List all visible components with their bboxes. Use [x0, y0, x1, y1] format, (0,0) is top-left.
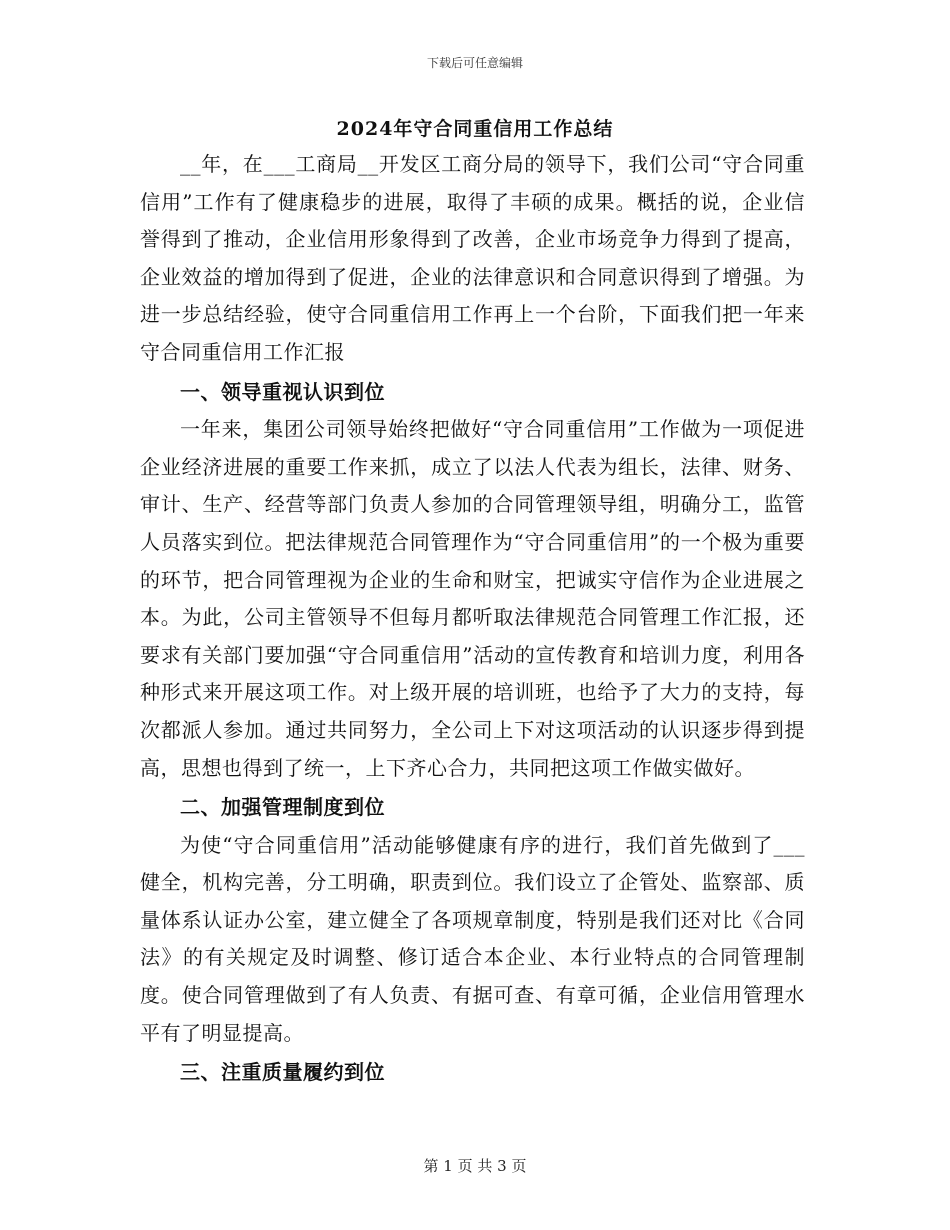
section-heading-2: 二、加强管理制度到位 — [180, 795, 385, 820]
section-heading-1: 一、领导重视认识到位 — [180, 379, 385, 404]
document-body — [140, 146, 805, 1092]
section-heading-3: 三、注重质量履约到位 — [180, 1060, 385, 1085]
page-number: 第 1 页 共 3 页 — [423, 1157, 527, 1175]
paragraph-intro: __年，在___工商局__开发区工商分局的领导下，我们公司“守合同重信用”工作有了健康稳步的进展，取得了丰硕的成果。概括的说，企业信誉得到了推动，企业信用形象得到了改善，企业市场竞争力得到了提高，企业效益的增加得到了促进，企业的法律意识和合同意识得到了增强。为进一步总结经验，使守合同重信用工作再上一个台阶，下面我们把一年来守合同重信用工作汇报 — [140, 152, 805, 364]
paragraph-section-1: 一年来，集团公司领导始终把做好“守合同重信用”工作做为一项促进企业经济进展的重要工作来抓，成立了以法人代表为组长，法律、财务、审计、生产、经营等部门负责人参加的合同管理领导组，明确分工，监管人员落实到位。把法律规范合同管理作为“守合同重信用”的一个极为重要的环节，把合同管理视为企业的生命和财宝，把诚实守信作为企业进展之本。为此，公司主管领导不但每月都听取法律规范合同管理工作汇报，还要求有关部门要加强“守合同重信用”活动的宣传教育和培训力度，利用各种形式来开展这项工作。对上级开展的培训班，也给予了大力的支持，每次都派人参加。通过共同努力，全公司上下对这项活动的认识逐步得到提高，思想也得到了统一，上下齐心合力，共同把这项工作做实做好。 — [140, 417, 805, 780]
document-title: 2024年守合同重信用工作总结 — [336, 118, 614, 140]
paragraph-section-2: 为使“守合同重信用”活动能够健康有序的进行，我们首先做到了___健全，机构完善，分工明确，职责到位。我们设立了企管处、监察部、质量体系认证办公室，建立健全了各项规章制度，特别是我们还对比《合同法》的有关规定及时调整、修订适合本企业、本行业特点的合同管理制度。使合同管理做到了有人负责、有据可查、有章可循，企业信用管理水平有了明显提高。 — [140, 832, 805, 1045]
header-note: 下载后可任意编辑 — [426, 56, 523, 70]
